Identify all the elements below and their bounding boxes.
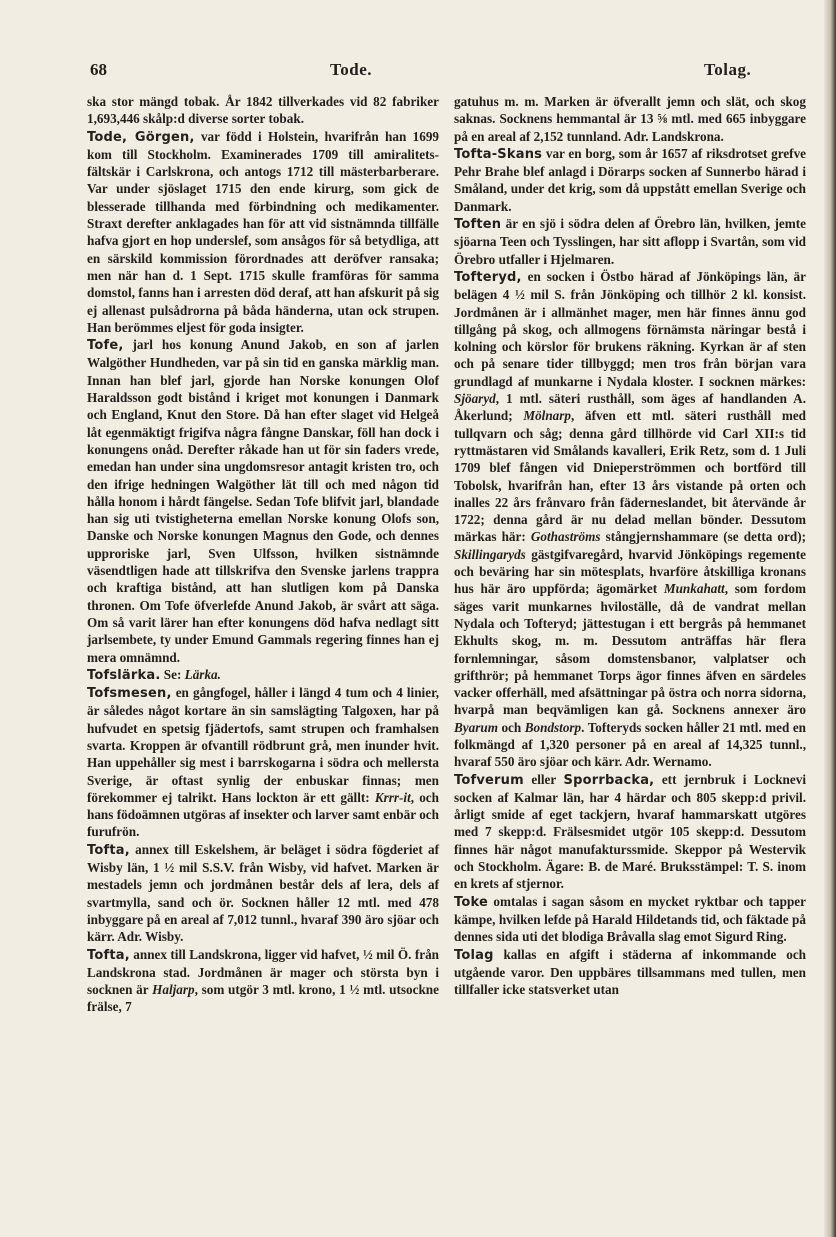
entry-text: annex till Eskelshem, är beläget i södra fögderiet af Wisby län, 1 ½ mil S.S.V. från Wisby, vid hafvet. Marken är mestadels jemn och jordmånen består dels af lera, dels af svartmylla, sand och ör. Socknen håller 12 mtl. med 478 inbyggare på en areal af 7,012 tunnl., hvaraf 390 äro sjöar och kärr. Adr. Wisby. [87, 841, 439, 945]
left-running-head: Tode. [330, 60, 373, 79]
entry-headword: Tofsmesen, [87, 686, 172, 702]
dictionary-entry [454, 771, 806, 893]
entry-headword: Tofta, [87, 947, 130, 963]
entry-headword: Tofe, [87, 338, 124, 354]
entry-text: jarl hos konung Anund Jakob, en son af jarlen Walgöther Hundheden, var på sin tid en ganska märklig man. Innan han blef jarl, gjorde han Norske konungen Olof Haraldsson godt bistånd i kriget mot konungen i Danmark och England, Knut den Store. Då han efter slaget vid Helgeå låt egenmäktigt frigifva några fångne Danskar, föll han dock i konungens onåd. Derefter råkade han ut för sin faders vrede, emedan han under sina ungdomsresor antagit kristen tro, och den ifrige hedningen Walgöther lät till och med någon tid hålla honom i hårdt fängelse. Sedan Tofe blifvit jarl, blandade han sig uti tvistigheterna emellan Norske konung Olofs son, Danske och Norske konungen Magnus den Gode, och dennes upproriske jarl, Sven Ulfsson, hvilken sistnämnde väsendtligen hade att tillskrifva den Svenske jarlens trappra och kraftiga bistånd, att han slutligen kom på Danska thronen. Om Tofe öfverlefde Anund Jakob, är svårt att säga. Om så varit lärer han efter konungens död hafva nedlagt sitt jarlsembete, ty under Emund Gammals regering finnes han ej mera omnämnd. [87, 337, 440, 665]
entry-text: en gångfogel, håller i längd 4 tum och 4 linier, är således något kortare än sin samslägting Talgoxen, har på hufvudet en spetsig fjädertofs, samt strupen och framhalsen svarta. Kroppen är ofvantill rödbrunt grå, men inunder hvit. Han uppehåller sig mest i barrskogarna i södra och mellersta Sverige, är oftast synlig der enbuskar finnas; men förekommer ej talrikt. Hans lockton är ett gällt: Krrr-it, och hans födoämnen utgöras af insekter och larver samt enbär och furufrön. [87, 685, 440, 840]
entry-text: ska stor mängd tobak. År 1842 tillverkades vid 82 fabriker 1,693,446 skålp:d diverse sorter tobak. [87, 94, 439, 127]
entry-headword: Tofslärka. [87, 667, 161, 683]
dictionary-entry [87, 666, 439, 684]
dictionary-entry [454, 268, 806, 771]
dictionary-entry [87, 93, 439, 128]
dictionary-entry [454, 145, 806, 215]
left-column [87, 93, 439, 1016]
entry-headword: Tofta, [87, 842, 130, 858]
dictionary-entry [87, 128, 439, 337]
dictionary-entry [87, 946, 439, 1016]
entry-text: var född i Holstein, hvarifrån han 1699 kom till Stockholm. Examinerades 1709 till amiralitets-fältskär i Carlskrona, och antogs 1712 till mästerbarberare. Var under sjöslaget 1715 den ende kirurg, som gick de blesserade tillhanda med förbindning och medikamenter. Straxt derefter anklagades han för att vid sistnämnda tillfälle hafva gjort en hop underslef, som ansågos för så betydliga, att en särskild kommission förordnades att deröfver ransaka; men när han d. 1 Sept. 1715 skulle framföras för samma domstol, fanns han i arresten död deraf, att han afskurit på sig ej allenast pulsådrorna på båda händerna, utan ock strupen. Han berömmes eljest för goda insigter. [87, 128, 440, 335]
dictionary-entry [454, 893, 806, 946]
entry-text: är en sjö i södra delen af Örebro län, hvilken, jemte sjöarna Teen och Tysslingen, har sitt aflopp i Svartån, som vid Örebro utfaller i Hjelmaren. [454, 216, 807, 267]
page-header [90, 60, 810, 90]
dictionary-entry [454, 215, 806, 268]
entry-headword: Tofverum [454, 772, 524, 788]
entry-text: Se: Lärka. [163, 666, 221, 682]
entry-text: eller Sporrbacka, ett jernbruk i Locknevi socken af Kalmar län, har 4 härdar och 805 skepp:d privil. årligt smide af eget tackjern, hvaraf hammarskatt utgöres med 7 skepp:d. Frälsesmidet utgör 105 skepp:d. Dessutom finnes här något manufakturssmide. Skeppor på Westervik och Stockholm. Ägare: B. de Maré. Bruksstämpel: T. S. inom en krets af stjernor. [454, 771, 806, 892]
dictionary-entry [87, 841, 439, 946]
entry-text: en socken i Östbo härad af Jönköpings län, är belägen 4 ½ mil S. från Jönköping och tillhör 2 kl. konsist. Jordmånen är i allmänhet mager, men här finnes ännu god tillgång på skog, och allmogens förnämsta näringar bestå i kolning och körslor för brukens räkning. Kyrkan är af sten och på senare tider tillbyggd; men tros från början vara grundlagd af munkarne i Nydala kloster. I socknen märkes: Sjöaryd, 1 mtl. säteri rusthåll, som äges af handlanden A. Åkerlund; Mölnarp, äfven ett mtl. säteri rusthåll med tullqvarn och såg; denna gård tillhörde vid Carl XII:s tid ryttmästaren vid Smålands kavalleri, Erik Retz, som d. 1 Juli 1709 blef fången vid Dnieperströmmen och bortförd till Tobolsk, hvarifrån han, efter 13 års vistande på orten och inalles 22 års frånvaro från fäderneslandet, bit återvände år 1722; denna gård är nu delad mellan bönder. Dessutom märkas här: Gothaströms stångjernshammare (se detta ord); Skillingaryds gästgifvaregård, hvarvid Jönköpings regemente och beväring har sin mötesplats, hvarföre åtskilliga kronans hus här äro uppförda; ägomärket Munkahatt, som fordom säges varit munkarnes hviloställe, då de vandrat mellan Nydala och Tofteryd; jättestugan i ett bergrås på hemmanet Ekhults skog, m. m. Dessutom anträffas här flera fornlemningar, såsom domstensbanor, valplatser och grifthrör; på hemmanet Torps ägor finnes äfven en särdeles vacker offerhäll, med afsättningar på östra och norra sidorna, hvarpå man beqvämligen kan gå. Socknens annexer äro Byarum och Bondstorp. Tofteryds socken håller 21 mtl. med en folkmängd af 1,320 personer på en areal af 14,325 tunnl., hvaraf 550 äro sjöar och kärr. Adr. Wernamo. [454, 268, 807, 770]
dictionary-entry [87, 684, 439, 841]
entry-headword: Tode, Görgen, [87, 129, 195, 145]
entry-text: var en borg, som år 1657 af riksdrotset grefve Pehr Brahe blef anlagd i Dörarps socken af Sunnerbo härad i Småland, under det krig, som då uppstått emellan Sverige och Danmark. [454, 145, 807, 214]
dictionary-entry [454, 93, 806, 145]
entry-headword: Tolag [454, 947, 494, 963]
entry-text: kallas en afgift i städerna af inkommande och utgående varor. Den uppbäres tillsammans med tullen, men tillfaller icke statsverket utan [454, 946, 807, 998]
page-number: 68 [90, 60, 107, 79]
entry-text: annex till Landskrona, ligger vid hafvet, ½ mil Ö. från Landskrona stad. Jordmånen är mager och största byn i socknen är Haljarp, som utgör 3 mtl. krono, 1 ½ mtl. utsockne frälse, 7 [87, 946, 440, 1015]
dictionary-entry [454, 946, 806, 999]
right-column [454, 93, 806, 998]
entry-headword: Tofteryd, [454, 269, 522, 285]
page-edge-shadow [824, 0, 836, 1237]
dictionary-entry [87, 336, 439, 666]
entry-text: omtalas i sagan såsom en mycket ryktbar och tapper kämpe, hvilken lefde på Harald Hildetands tid, och fäktade på dennes sida uti det blodiga Bråvalla slag emot Sigurd Ring. [454, 893, 807, 945]
entry-headword: Tofta-Skans [454, 146, 543, 162]
right-running-head: Tolag. [704, 60, 752, 79]
entry-headword: Toften [454, 217, 502, 233]
entry-headword: Toke [454, 894, 488, 910]
entry-text: gatuhus m. m. Marken är öfverallt jemn och slät, och skog saknas. Socknens hemmantal är 13 ⅝ mtl. med 665 inbyggare på en areal af 2,152 tunnland. Adr. Landskrona. [454, 94, 806, 144]
